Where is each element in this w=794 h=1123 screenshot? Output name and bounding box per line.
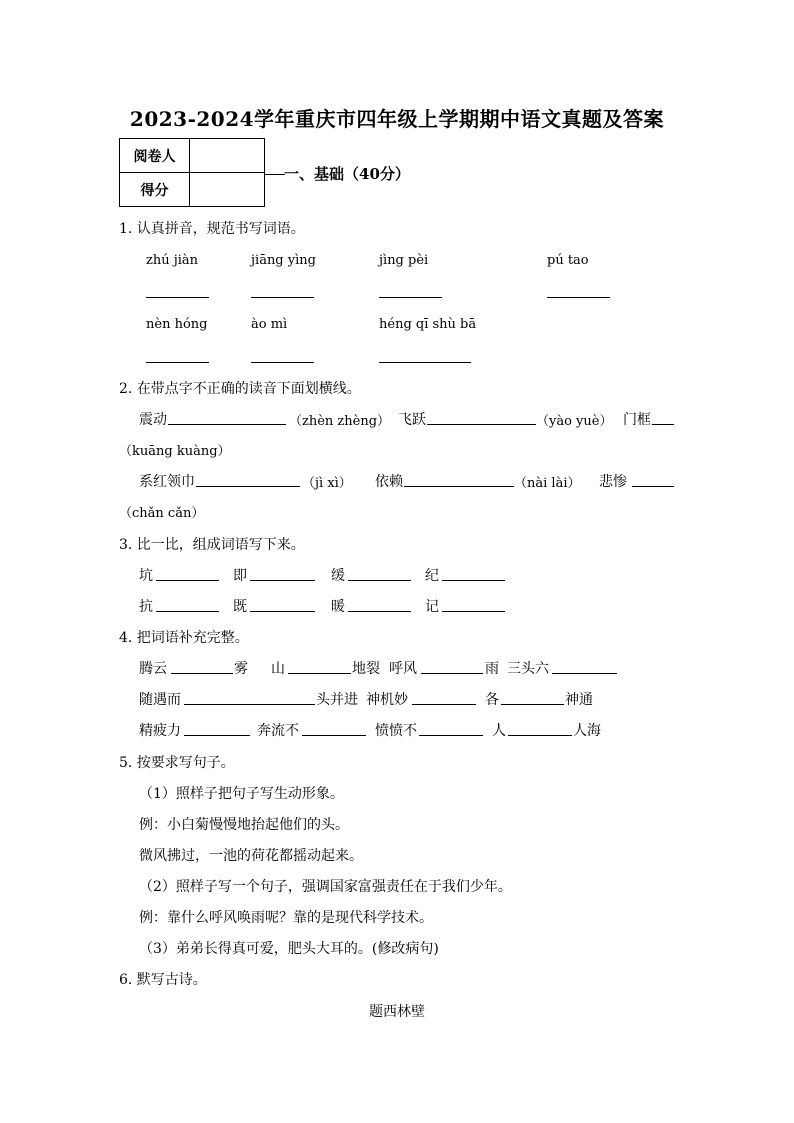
q4-r1-text-2: 雾	[234, 661, 248, 677]
q1-answer-line-7[interactable]	[379, 362, 471, 363]
q5-example-1: 例：小白菊慢慢地抬起他们的头。	[139, 817, 349, 833]
q4-r3-text-1: 精疲力	[139, 723, 181, 739]
q1-answer-line-3[interactable]	[379, 297, 442, 298]
q2-options-1: （zhèn zhèng）	[289, 414, 391, 429]
section-connector-line	[265, 174, 285, 175]
q2-word-1: 震动	[139, 412, 167, 428]
q2-options-6: （chǎn cǎn）	[119, 506, 205, 521]
q3-answer-line-2[interactable]	[250, 580, 315, 581]
q4-r2-text-4: 各	[485, 692, 499, 708]
q2-options-4: （jì xì）	[302, 476, 352, 491]
q4-r3-line-4[interactable]	[508, 735, 572, 736]
q4-r2-line-3[interactable]	[501, 704, 564, 705]
q2-answer-line-5[interactable]	[404, 486, 514, 487]
q2-word-3: 门框	[623, 412, 651, 428]
q4-r2-text-5: 神通	[565, 692, 593, 708]
q2-answer-line-4[interactable]	[196, 486, 300, 487]
q1-answer-line-5[interactable]	[146, 362, 209, 363]
q1-answer-line-1[interactable]	[146, 297, 209, 298]
q1-pinyin-1: zhú jiàn	[146, 253, 199, 268]
q3-answer-line-8[interactable]	[442, 611, 505, 612]
q4-r2-line-2[interactable]	[412, 704, 476, 705]
q2-answer-line-2[interactable]	[427, 424, 536, 425]
q1-pinyin-7: héng qī shù bā	[379, 317, 477, 332]
q3-char-4: 纪	[425, 568, 439, 584]
q2-answer-line-6[interactable]	[632, 486, 674, 487]
q3-char-1: 坑	[139, 568, 153, 584]
score-table-reviewer-cell	[190, 139, 265, 173]
q3-char-3: 缓	[331, 568, 345, 584]
q3-answer-line-3[interactable]	[348, 580, 411, 581]
q5-example-2: 例：靠什么呼风唤雨呢？靠的是现代科学技术。	[139, 910, 433, 926]
q2-options-2: （yào yuè）	[536, 414, 613, 429]
q2-options-5: （nài lài）	[514, 476, 581, 491]
q4-r2-text-2: 头并进	[316, 692, 358, 708]
q2-answer-line-3[interactable]	[652, 424, 674, 425]
q1-answer-line-2[interactable]	[251, 297, 314, 298]
q5-sub-2: （2）照样子写一个句子，强调国家富强责任在于我们少年。	[139, 879, 512, 895]
q4-r1-line-3[interactable]	[421, 673, 483, 674]
q4-r1-line-1[interactable]	[171, 673, 233, 674]
q2-answer-line-1[interactable]	[168, 424, 286, 425]
q2-word-6: 悲惨	[599, 474, 627, 490]
q4-r1-line-4[interactable]	[552, 673, 617, 674]
q5-sub-1: （1）照样子把句子写生动形象。	[139, 786, 344, 802]
score-table-score-label: 得分	[120, 173, 190, 207]
q4-r3-text-2: 奔流不	[257, 723, 299, 739]
q4-r1-text-1: 腾云	[139, 661, 167, 677]
q5-prompt: 5. 按要求写句子。	[119, 755, 235, 771]
q5-sub-3: （3）弟弟长得真可爱，肥头大耳的。(修改病句)	[139, 941, 439, 957]
q2-word-2: 飞跃	[398, 412, 426, 428]
q4-r3-line-2[interactable]	[302, 735, 366, 736]
q4-r2-line-1[interactable]	[184, 704, 315, 705]
q1-prompt: 1. 认真拼音，规范书写词语。	[119, 221, 305, 237]
q1-pinyin-6: ào mì	[251, 317, 288, 332]
q4-r1-text-4: 地裂	[352, 661, 380, 677]
q3-char-7: 暖	[331, 599, 345, 615]
q3-prompt: 3. 比一比，组成词语写下来。	[119, 537, 305, 553]
q3-char-8: 记	[425, 599, 439, 615]
q1-answer-line-4[interactable]	[547, 297, 610, 298]
q4-r3-text-3: 愤愤不	[375, 723, 417, 739]
q3-answer-line-7[interactable]	[348, 611, 411, 612]
q3-char-2: 即	[233, 568, 247, 584]
q3-answer-line-5[interactable]	[156, 611, 219, 612]
q4-prompt: 4. 把词语补充完整。	[119, 630, 249, 646]
q4-r1-line-2[interactable]	[288, 673, 351, 674]
q4-r2-text-1: 随遇而	[139, 692, 181, 708]
q6-prompt: 6. 默写古诗。	[119, 972, 207, 988]
q4-r1-text-3: 山	[271, 661, 285, 677]
q4-r1-text-5: 呼风	[389, 661, 417, 677]
q4-r3-line-3[interactable]	[419, 735, 483, 736]
q1-pinyin-4: pú tao	[547, 253, 589, 268]
q4-r3-line-1[interactable]	[184, 735, 250, 736]
q4-r2-text-3: 神机妙	[366, 692, 408, 708]
score-table-reviewer-label: 阅卷人	[120, 139, 190, 173]
page-title: 2023-2024学年重庆市四年级上学期期中语文真题及答案	[129, 107, 665, 131]
score-table-score-cell	[190, 173, 265, 207]
q4-r3-text-5: 人海	[573, 723, 601, 739]
q4-r3-text-4: 人	[492, 723, 506, 739]
q5-sentence-1: 微风拂过，一池的荷花都摇动起来。	[139, 848, 363, 864]
q3-answer-line-6[interactable]	[250, 611, 315, 612]
q1-pinyin-5: nèn hóng	[146, 317, 208, 332]
q2-prompt: 2. 在带点字不正确的读音下面划横线。	[119, 381, 361, 397]
q3-answer-line-1[interactable]	[156, 580, 219, 581]
q2-word-5: 依赖	[375, 474, 403, 490]
q1-pinyin-3: jìng pèi	[379, 253, 429, 268]
q3-char-6: 既	[233, 599, 247, 615]
q4-r1-text-6: 雨	[485, 661, 499, 677]
q2-word-4: 系红领巾	[139, 474, 195, 490]
q4-r1-text-7: 三头六	[507, 661, 549, 677]
poem-title: 题西林壁	[369, 1004, 425, 1020]
q1-answer-line-6[interactable]	[251, 362, 314, 363]
q3-char-5: 抗	[139, 599, 153, 615]
section-heading: 一、基础（40分）	[284, 165, 410, 183]
q2-options-3: （kuāng kuàng）	[119, 444, 231, 459]
q3-answer-line-4[interactable]	[442, 580, 505, 581]
score-table	[119, 138, 265, 207]
q1-pinyin-2: jiāng yìng	[251, 253, 316, 268]
